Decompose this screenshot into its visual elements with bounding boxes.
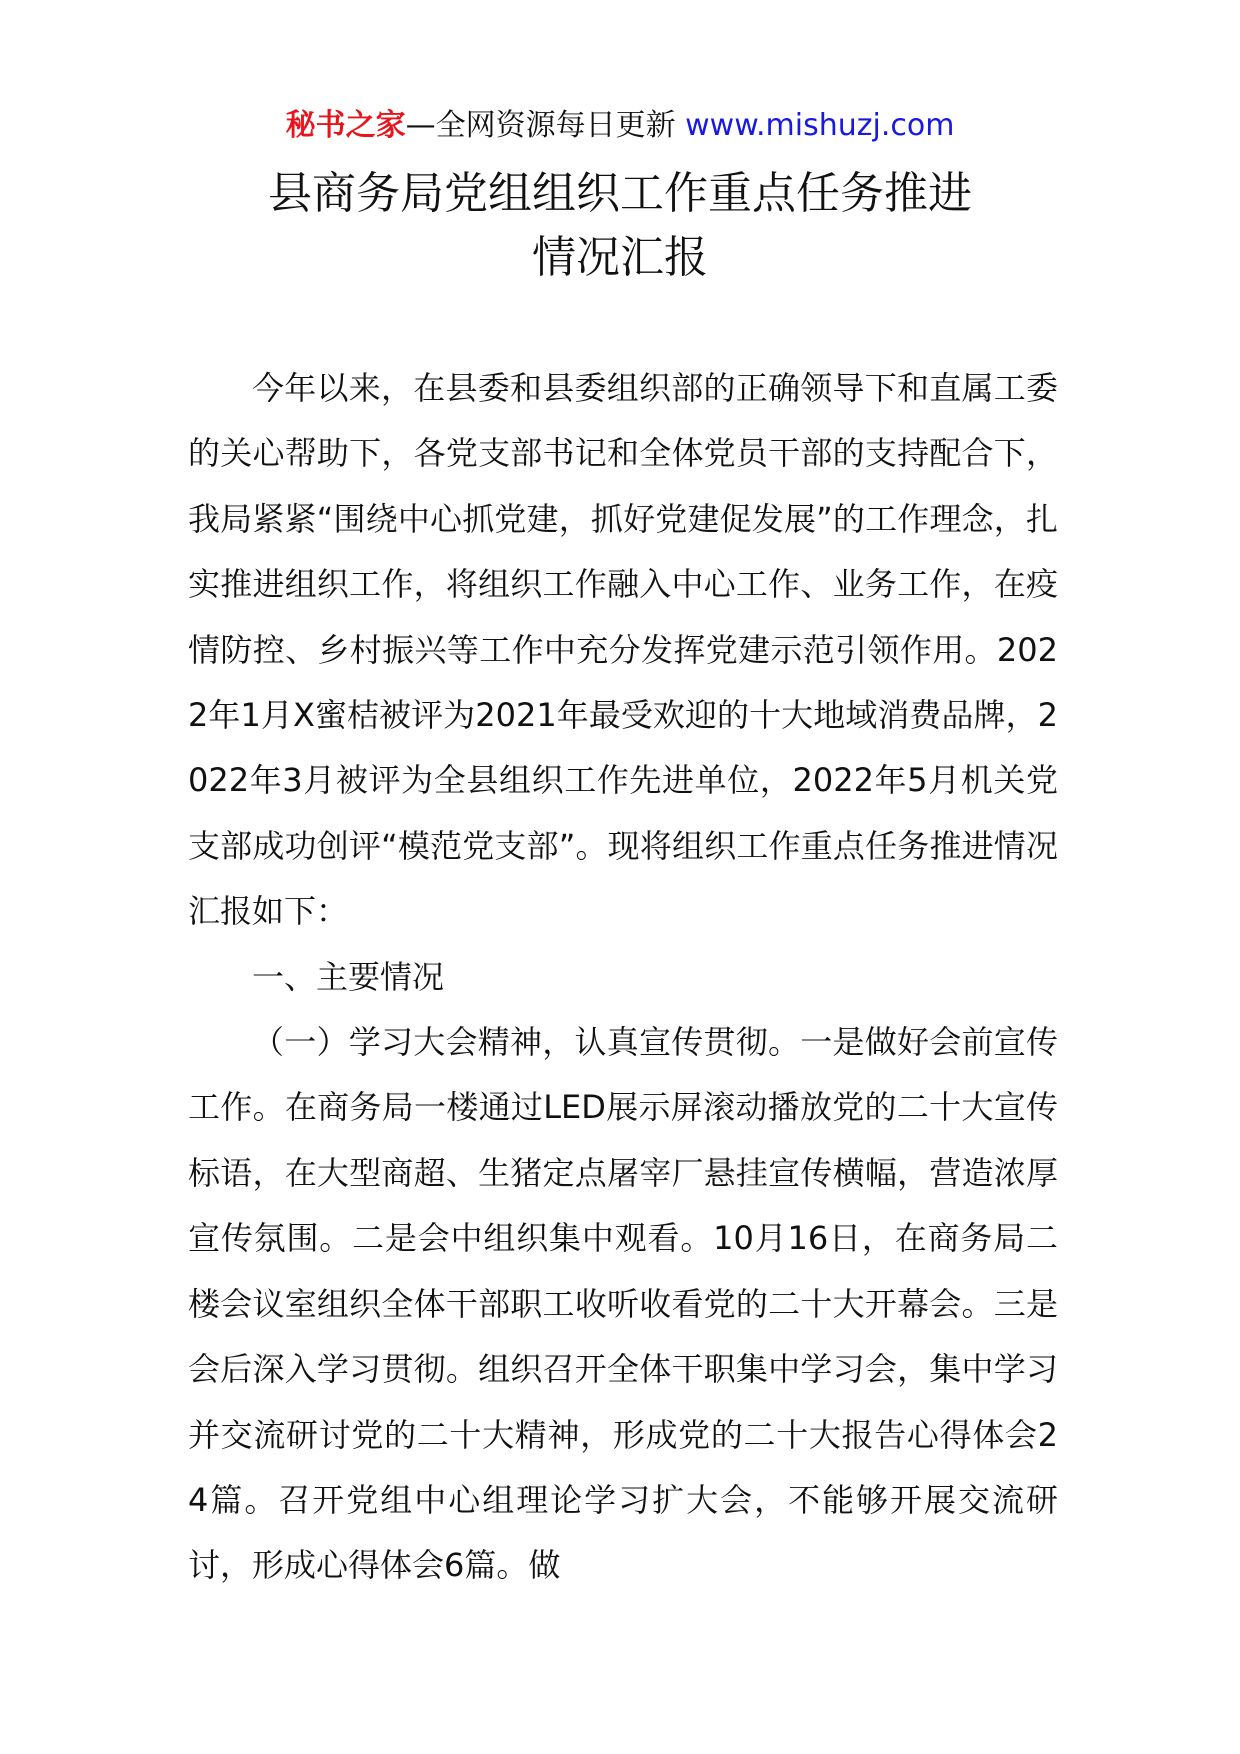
title-line-2: 情况汇报: [532, 232, 708, 283]
document-body: [188, 356, 1058, 1599]
brand-name: 秘书之家: [285, 108, 406, 143]
document-title: [0, 162, 1240, 290]
intro-paragraph: 今年以来，在县委和县委组织部的正确领导下和直属工委的关心帮助下，各党支部书记和全体党员干部的支持配合下，我局紧紧“围绕中心抓党建，抓好党建促发展”的工作理念，扎实推进组织工作，将组织工作融入中心工作、业务工作，在疫情防控、乡村振兴等工作中充分发挥党建示范引领作用。2022年1月X蜜桔被评为2021年最受欢迎的十大地域消费品牌，2022年3月被评为全县组织工作先进单位，2022年5月机关党支部成功创评“模范党支部”。现将组织工作重点任务推进情况汇报如下：: [188, 369, 1058, 931]
paragraph-study-spirit: （一）学习大会精神，认真宣传贯彻。一是做好会前宣传工作。在商务局一楼通过LED展示屏滚动播放党的二十大宣传标语，在大型商超、生猪定点屠宰厂悬挂宣传横幅，营造浓厚宣传氛围。二是会中组织集中观看。10月16日，在商务局二楼会议室组织全体干部职工收听收看党的二十大开幕会。三是会后深入学习贯彻。组织召开全体干职集中学习会，集中学习并交流研讨党的二十大精神，形成党的二十大报告心得体会24篇。召开党组中心组理论学习扩大会，不能够开展交流研讨，形成心得体会6篇。做: [188, 1023, 1058, 1585]
section-heading-main-situation: 一、主要情况: [252, 957, 445, 996]
header-tagline: —全网资源每日更新: [405, 108, 686, 143]
website-url[interactable]: www.mishuzj.com: [685, 108, 955, 143]
watermark-header: [0, 104, 1240, 148]
title-line-1: 县商务局党组组织工作重点任务推进: [268, 168, 972, 219]
